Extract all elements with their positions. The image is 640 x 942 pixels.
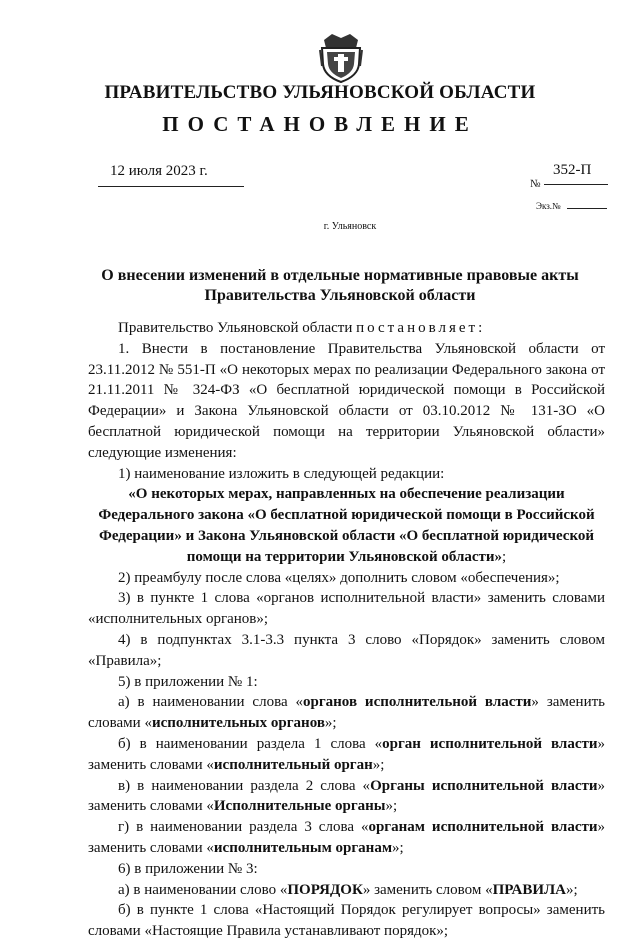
text: » заменить словами « [88,819,605,856]
item-5v [88,776,605,818]
text: а) в наименовании слово « [118,881,288,898]
text: г) в наименовании раздела 3 слова « [118,819,369,836]
document-body [88,318,605,942]
item-2: 2) преамбулу после слова «целях» дополнить словом «обеспечения»; [118,569,560,586]
organization-title: ПРАВИТЕЛЬСТВО УЛЬЯНОВСКОЙ ОБЛАСТИ [104,82,536,103]
number-underline [544,184,608,185]
bold-text: исполнительным органам [213,839,393,856]
document-type: ПОСТАНОВЛЕНИЕ [162,112,478,136]
preamble [88,318,605,339]
text: » заменить словом « [362,881,493,898]
date-underline [98,186,244,187]
coat-of-arms-icon [318,30,364,84]
bold-text: исполнительный орган [213,756,373,773]
text: » заменить словами « [88,777,605,815]
text: » заменить словами « [88,694,605,732]
text: »; [566,881,578,898]
bold-text: Органы исполнительной власти [370,777,598,794]
item-3: 3) в пункте 1 слова «органов исполнительной власти» заменить словами «исполнительных органов»; [88,590,605,628]
item-4: 4) в подпунктах 3.1-3.3 пункта 3 слово «Порядок» заменить словом «Правила»; [88,631,605,669]
item-6a [88,880,605,901]
document-date: 12 июля 2023 г. [110,163,208,179]
item-5: 5) в приложении № 1: [118,673,258,690]
paragraph-1: 1. Внести в постановление Правительства Ульяновской области от 23.11.2012 № 551-П «О некоторых мерах по реализации Федерального закона от 21.11.2011 № 324-ФЗ «О бесплатной юридической помощи в Российской Федерации» и Закона Ульяновской области от 03.10.2012 № 131-ЗО «О бесплатной юридической помощи на территории Ульяновской области» следующие изменения: [88,340,605,461]
text: в) в наименовании раздела 2 слова « [118,777,371,794]
item-1: 1) наименование изложить в следующей редакции: [118,465,445,482]
preamble-text: Правительство Ульяновской области [118,320,353,336]
title-line-1: О внесении изменений в отдельные нормативные правовые акты [101,267,579,284]
city: г. Ульяновск [323,221,377,232]
copy-number-underline [567,208,607,209]
text: »; [385,798,398,815]
quote-tail: ; [502,548,507,565]
item-5a [88,692,605,734]
text: а) в наименовании слова « [118,694,304,711]
bold-text: органов исполнительной власти [303,694,532,711]
text: б) в наименовании раздела 1 слова « [118,735,383,752]
item-5b [88,734,605,776]
copy-number-label: Экз.№ [536,201,561,211]
number-sign: № [530,178,541,190]
bold-text: Исполнительные органы [213,798,386,815]
bold-text: исполнительных органов [151,715,325,732]
item-6: 6) в приложении № 3: [118,860,258,877]
bold-text: орган исполнительной власти [382,735,598,752]
preamble-verb: постановляет: [356,320,486,336]
document-title [90,266,590,306]
item-5g [88,817,605,859]
text: »; [324,715,337,732]
bold-text: ПОРЯДОК [287,881,363,898]
bold-text: ПРАВИЛА [492,881,567,898]
text: »; [372,756,385,773]
bold-text: органам исполнительной власти [368,819,598,836]
text: »; [392,839,404,856]
quote-text: «О некоторых мерах, направленных на обеспечение реализации Федерального закона «О бесплатной юридической помощи в Российской Федерации» и Закона Ульяновской области «О бесплатной юридической помощи на территории Ульяновской области» [98,486,595,565]
text: » заменить словами « [88,735,606,773]
new-title-quote [88,484,605,567]
document-number: 352-П [553,162,592,178]
item-6b: б) в пункте 1 слова «Настоящий Порядок регулирует вопросы» заменить словами «Настоящие Правила устанавливают порядок»; [88,902,605,940]
title-line-2: Правительства Ульяновской области [204,287,476,304]
